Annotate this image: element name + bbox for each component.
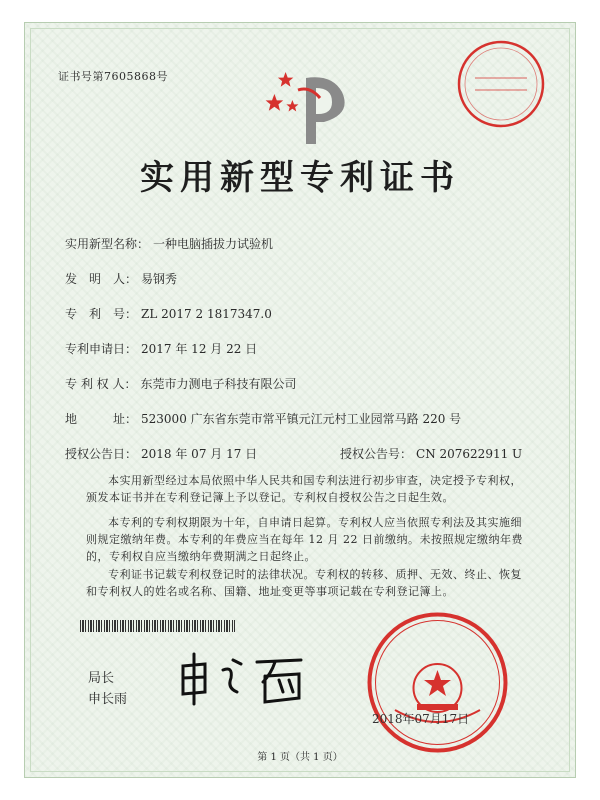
issue-date: 2018年07月17日 <box>372 712 470 726</box>
filing-date-value: 2017 年 12 月 22 日 <box>141 342 258 356</box>
address-label: 地 址： <box>65 412 138 426</box>
paragraph-2: 本专利的专利权期限为十年，自申请日起算。专利权人应当依照专利法及其实施细则规定缴纳年费。本专利的年费应当在每年 12 月 22 日前缴纳。未按照规定缴纳年费的，专利权自应当缴纳年费期满之日起终止。 <box>86 516 523 563</box>
filing-date-label: 专利申请日： <box>65 342 138 356</box>
patent-number-value: ZL 2017 2 1817347.0 <box>141 307 272 321</box>
paragraph-1: 本实用新型经过本局依照中华人民共和国专利法进行初步审查，决定授予专利权，颁发本证书并在专利登记簿上予以登记。专利权自授权公告之日起生效。 <box>86 474 522 504</box>
patent-number-label: 专 利 号： <box>65 307 138 321</box>
utility-model-name-label: 实用新型名称： <box>65 237 150 251</box>
patent-number-row <box>65 305 272 322</box>
announcement-date-row <box>65 445 257 462</box>
director-name: 申长雨 <box>88 692 128 707</box>
filing-date-row <box>65 340 257 357</box>
announcement-date-value: 2018 年 07 月 17 日 <box>141 447 258 461</box>
inventor-row <box>65 270 177 287</box>
utility-model-name-value: 一种电脑插拔力试验机 <box>153 237 274 251</box>
inventor-value: 易钢秀 <box>141 272 178 286</box>
page-number: 第 1 页（共 1 页） <box>257 752 343 763</box>
agency-stamp <box>455 38 547 130</box>
official-seal <box>365 610 510 755</box>
announcement-date-label: 授权公告日： <box>65 447 138 461</box>
director-signature <box>175 648 315 708</box>
patentee-value: 东莞市力测电子科技有限公司 <box>140 377 297 391</box>
director-title: 局长 <box>88 671 115 686</box>
announcement-number-label: 授权公告号： <box>340 447 413 461</box>
announcement-number-value: CN 207622911 U <box>416 447 523 461</box>
utility-model-name-row <box>65 235 273 252</box>
address-row <box>65 410 461 427</box>
barcode <box>80 620 235 632</box>
inventor-label: 发 明 人： <box>65 272 138 286</box>
patentee-row <box>65 375 296 392</box>
patent-office-logo <box>262 70 358 150</box>
patentee-label: 专 利 权 人： <box>65 377 137 391</box>
paragraph-3: 专利证书记载专利权登记时的法律状况。专利权的转移、质押、无效、终止、恢复和专利权人的姓名或名称、国籍、地址变更等事项记载在专利登记簿上。 <box>86 568 522 598</box>
certificate-title: 实用新型专利证书 <box>140 158 460 198</box>
certificate-number: 证书号第7605868号 <box>58 70 168 83</box>
address-value: 523000 广东省东莞市常平镇元江元村工业园常马路 220 号 <box>141 412 462 426</box>
announcement-number-row <box>340 445 522 462</box>
